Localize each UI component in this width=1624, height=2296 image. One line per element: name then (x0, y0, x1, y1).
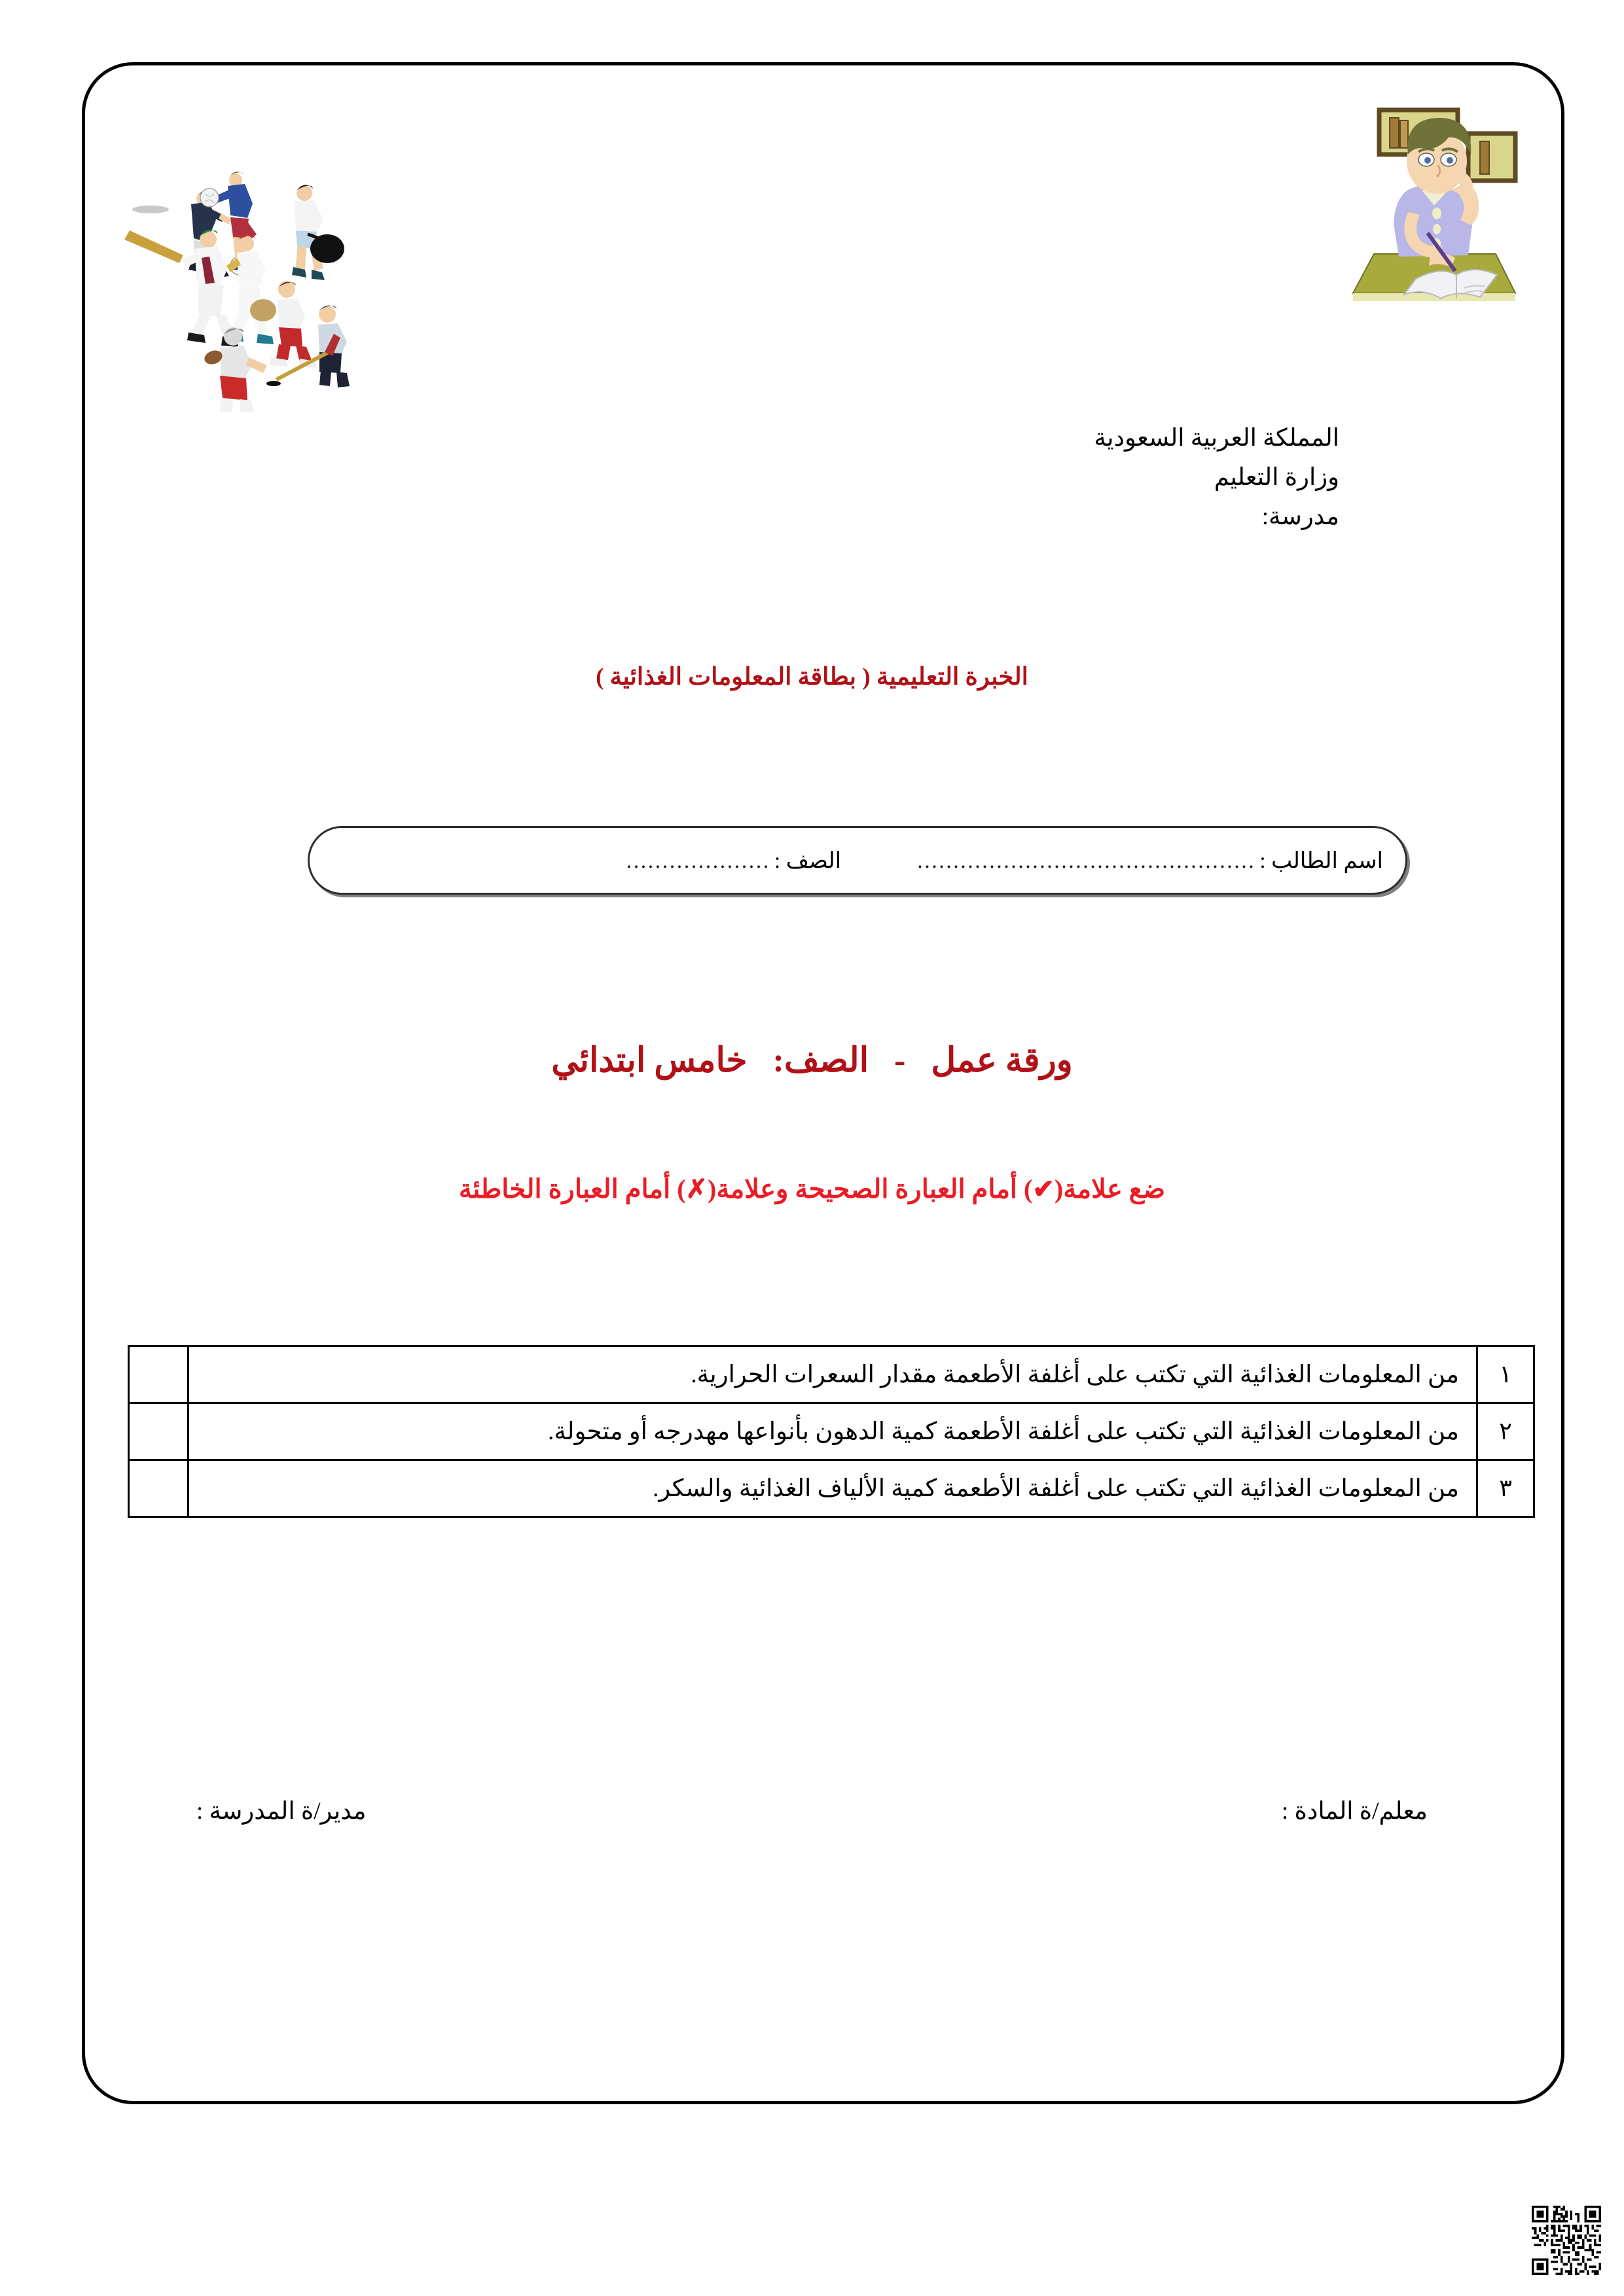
table-row (129, 1346, 1534, 1403)
teacher-signature-label: معلم/ة المادة : (1281, 1798, 1428, 1825)
worksheet-label: ورقة عمل (931, 1042, 1073, 1079)
signature-row (196, 1797, 1428, 1825)
instruction-line: ضع علامة(✔) أمام العبارة الصحيحة وعلامة(✗) أمام العبارة الخاطئة (458, 1174, 1166, 1204)
experience-title: الخبرة التعليمية ( بطاقة المعلومات الغذائية ) (596, 664, 1028, 691)
student-info-box (308, 826, 1407, 895)
row-statement: من المعلومات الغذائية التي تكتب على أغلفة الأطعمة كمية الدهون بأنواعها مهدرجه أو متحولة. (189, 1403, 1477, 1460)
student-name-label: اسم الطالب : (1259, 848, 1383, 873)
student-name-field[interactable] (913, 848, 1383, 874)
principal-signature-label: مدير/ة المدرسة : (196, 1798, 367, 1825)
sports-athletes-collage-image (111, 118, 360, 412)
ministry-header (999, 419, 1339, 537)
grade-label: الصف: (772, 1042, 869, 1079)
row-answer-cell[interactable] (129, 1403, 189, 1460)
grade-value: خامس ابتدائي (551, 1042, 748, 1079)
row-statement: من المعلومات الغذائية التي تكتب على أغلفة الأطعمة كمية الألياف الغذائية والسكر. (189, 1460, 1477, 1517)
school-name-label: مدرسة: (1261, 503, 1339, 530)
row-number: ٢ (1477, 1403, 1534, 1460)
student-name-blank[interactable]: ............................................... (917, 848, 1256, 873)
statements-table (128, 1345, 1535, 1518)
qr-code[interactable] (1532, 2206, 1601, 2275)
row-statement: من المعلومات الغذائية التي تكتب على أغلفة الأطعمة مقدار السعرات الحرارية. (189, 1346, 1477, 1403)
table-row (129, 1460, 1534, 1517)
student-studying-at-desk-image (1345, 92, 1522, 327)
class-field[interactable] (623, 848, 841, 874)
table-row (129, 1403, 1534, 1460)
title-separator: - (894, 1042, 906, 1079)
row-number: ٣ (1477, 1460, 1534, 1517)
row-answer-cell[interactable] (129, 1460, 189, 1517)
class-label: الصف : (774, 848, 842, 873)
class-blank[interactable]: .................... (626, 848, 770, 873)
ministry-name: وزارة التعليم (1214, 463, 1339, 491)
country-name: المملكة العربية السعودية (1094, 425, 1339, 452)
worksheet-title (0, 1041, 1624, 1080)
row-answer-cell[interactable] (129, 1346, 189, 1403)
statements-table-body (129, 1346, 1534, 1517)
row-number: ١ (1477, 1346, 1534, 1403)
